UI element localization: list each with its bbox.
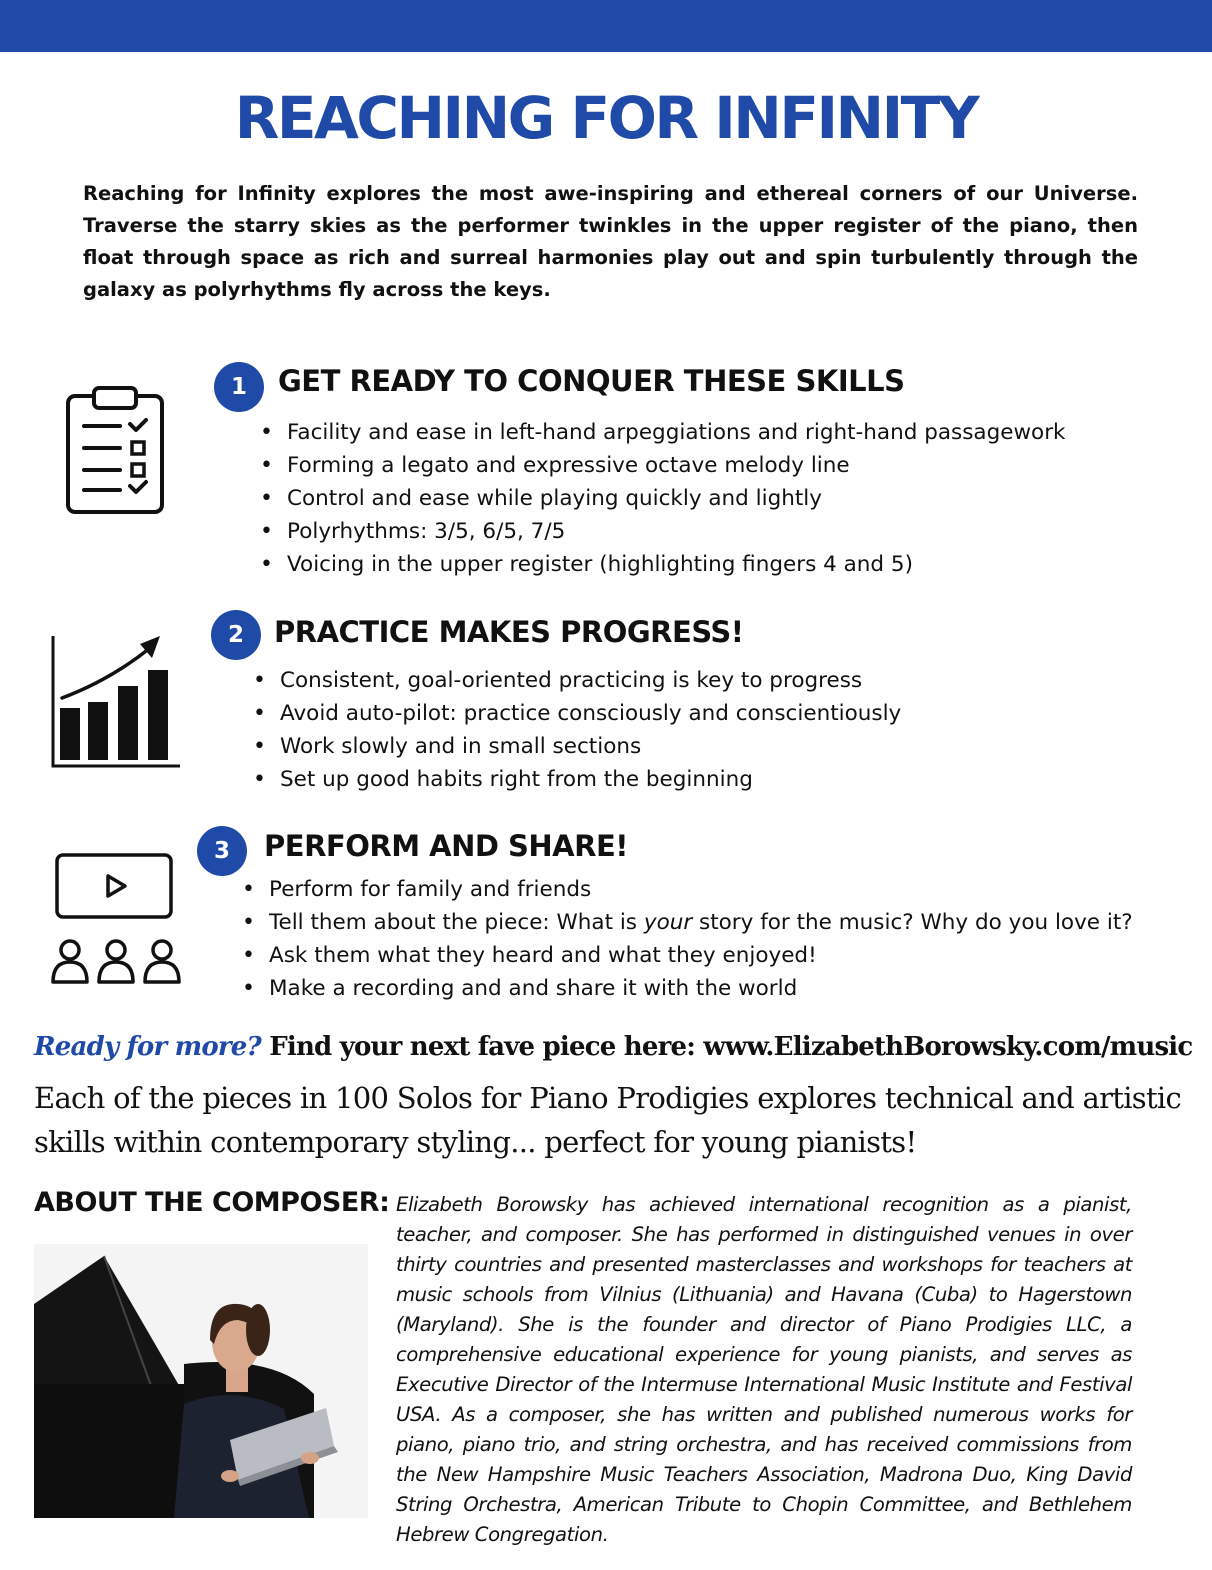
composer-photo xyxy=(34,1244,368,1518)
ready-for-more: Ready for more? xyxy=(34,1032,261,1062)
section-3-number: 3 xyxy=(197,826,247,876)
list-item: • Ask them what they heard and what they enjoyed! xyxy=(242,939,1133,972)
section-1-heading: GET READY TO CONQUER THESE SKILLS xyxy=(278,364,905,398)
section-2-number: 2 xyxy=(211,610,261,660)
section-2-heading: PRACTICE MAKES PROGRESS! xyxy=(274,615,744,649)
call-to-action xyxy=(34,1032,1193,1062)
emphasis-your: your xyxy=(643,910,693,935)
page-title: REACHING FOR INFINITY xyxy=(234,84,978,152)
clipboard-checklist-icon xyxy=(64,386,166,516)
growth-chart-icon xyxy=(50,632,182,770)
practice-list xyxy=(253,664,901,796)
composer-bio: Elizabeth Borowsky has achieved international recognition as a pianist, teacher, and composer. She has performed in distinguished venues in over thirty countries and presented masterclasses and workshops for teachers at music schools from Vilnius (Lithuania) and Havana (Cuba) to Hagerstown (Maryland). She is the founder and director of Piano Prodigies LLC, a comprehensive educational experience for young pianists, and serves as Executive Director of the Intermuse International Music Institute and Festival USA. As a composer, she has written and published numerous works for piano, piano trio, and string orchestra, and has received commissions from the New Hampshire Music Teachers Association, Madrona Duo, King David String Orchestra, American Tribute to Chopin Committee, and Bethlehem Hebrew Congregation. xyxy=(396,1193,1132,1546)
list-item: • Polyrhythms: 3/5, 6/5, 7/5 xyxy=(260,515,1066,548)
top-banner xyxy=(0,0,1212,52)
list-item: • Facility and ease in left-hand arpeggiations and right-hand passagework xyxy=(260,416,1066,449)
list-item: • Forming a legato and expressive octave melody line xyxy=(260,449,1066,482)
list-item: • Avoid auto-pilot: practice consciously and conscientiously xyxy=(253,697,901,730)
list-item: • Tell them about the piece: What is your story for the music? Why do you love it? xyxy=(242,906,1133,939)
collection-description: Each of the pieces in 100 Solos for Piano Prodigies explores technical and artistic skills within contemporary styling... perfect for young pianists! xyxy=(34,1081,1182,1159)
section-1-number: 1 xyxy=(214,362,264,412)
section-3-heading: PERFORM AND SHARE! xyxy=(264,829,628,863)
list-item: • Make a recording and and share it with the world xyxy=(242,972,1133,1005)
list-item: • Control and ease while playing quickly and lightly xyxy=(260,482,1066,515)
list-item: • Consistent, goal-oriented practicing is key to progress xyxy=(253,664,901,697)
about-heading: ABOUT THE COMPOSER: xyxy=(34,1187,390,1218)
skills-list xyxy=(260,416,1066,581)
video-audience-icon xyxy=(48,852,184,988)
list-item: • Perform for family and friends xyxy=(242,873,1133,906)
intro-paragraph: Reaching for Infinity explores the most awe-inspiring and ethereal corners of our Universe. Traverse the starry skies as the performer twinkles in the upper register of the piano, then float through space as rich and surreal harmonies play out and spin turbulently through the galaxy as polyrhythms fly across the keys. xyxy=(83,182,1138,301)
perform-list xyxy=(242,873,1133,1005)
list-item: • Voicing in the upper register (highlighting fingers 4 and 5) xyxy=(260,548,1066,581)
find-next-piece-link[interactable]: Find your next fave piece here: www.ElizabethBorowsky.com/music xyxy=(269,1032,1193,1062)
list-item: • Set up good habits right from the beginning xyxy=(253,763,901,796)
list-item: • Work slowly and in small sections xyxy=(253,730,901,763)
